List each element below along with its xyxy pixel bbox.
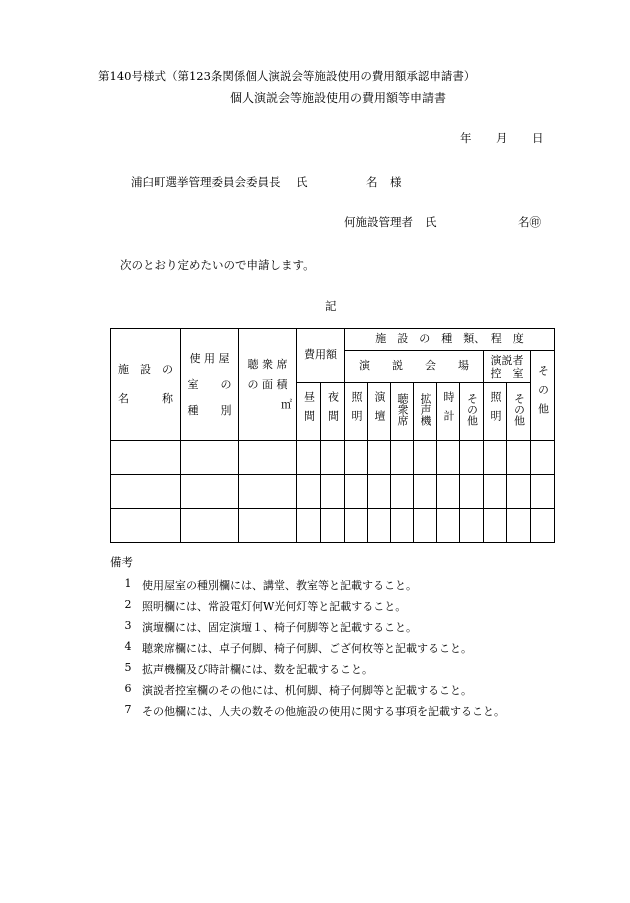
- header-facility-name-line2: 名 称: [118, 391, 173, 405]
- header-room-type-line3: 種 別: [187, 403, 232, 417]
- table-cell[interactable]: [437, 509, 460, 543]
- note-text: 演壇欄には、固定演壇１、椅子何脚等と記載すること。: [142, 621, 417, 634]
- applicant-shi: 氏: [425, 215, 437, 229]
- table-cell[interactable]: [321, 441, 345, 475]
- addressee-sama: 様: [390, 175, 402, 189]
- table-cell[interactable]: [531, 475, 555, 509]
- table-cell[interactable]: [391, 475, 414, 509]
- date-day-label: 日: [532, 131, 544, 145]
- header-fee-day-label: 昼間: [302, 390, 316, 429]
- note-text: 演説者控室欄のその他には、机何脚、椅子何脚等と記載すること。: [142, 684, 472, 697]
- table-cell[interactable]: [111, 441, 181, 475]
- table-cell[interactable]: [345, 509, 368, 543]
- table-cell[interactable]: [484, 509, 507, 543]
- note-number: 3: [124, 619, 132, 632]
- page-title: 個人演説会等施設使用の費用額等申請書: [230, 91, 447, 105]
- table-row: [111, 509, 555, 543]
- note-text: その他欄には、人夫の数その他施設の使用に関する事項を記載すること。: [142, 705, 505, 718]
- table-cell[interactable]: [181, 509, 239, 543]
- table-cell[interactable]: [507, 509, 531, 543]
- table-cell[interactable]: [345, 441, 368, 475]
- date-month-label: 月: [496, 131, 508, 145]
- note-number: 1: [124, 577, 132, 590]
- table-row: [111, 441, 555, 475]
- table-cell[interactable]: [460, 441, 484, 475]
- table-cell[interactable]: [345, 475, 368, 509]
- table-cell[interactable]: [239, 475, 297, 509]
- header-fee-night: [321, 383, 345, 441]
- header-loudspeaker: [414, 383, 437, 441]
- table-cell[interactable]: [531, 509, 555, 543]
- table-cell[interactable]: [391, 509, 414, 543]
- date-year-label: 年: [460, 131, 472, 145]
- header-fee: 費用額: [297, 329, 345, 383]
- header-audience-area-line2: の 面 積: [247, 377, 288, 391]
- header-audience-label: 聴衆席: [396, 393, 409, 427]
- header-audience: [391, 383, 414, 441]
- intro-text: 次のとおり定めたいので申請します。: [120, 258, 315, 272]
- header-podium-label: 演壇: [373, 390, 386, 429]
- table-cell[interactable]: [321, 509, 345, 543]
- note-text: 使用屋室の種別欄には、講堂、教室等と記載すること。: [142, 579, 417, 592]
- table-cell[interactable]: [111, 509, 181, 543]
- table-cell[interactable]: [414, 509, 437, 543]
- ki-label: 記: [325, 299, 337, 313]
- table-cell[interactable]: [460, 509, 484, 543]
- note-number: 6: [124, 682, 132, 695]
- note-text: 照明欄には、常設電灯何W光何灯等と記載すること。: [142, 600, 407, 613]
- table-cell[interactable]: [391, 441, 414, 475]
- table-cell[interactable]: [239, 509, 297, 543]
- header-sp-other: [507, 383, 531, 441]
- header-loudspeaker-label: 拡声機: [419, 393, 432, 427]
- notes-heading: 備考: [110, 555, 133, 569]
- table-cell[interactable]: [368, 475, 391, 509]
- header-fee-day: [297, 383, 321, 441]
- header-lighting-label: 照明: [350, 390, 363, 429]
- header-room-type: [181, 329, 239, 441]
- table-cell[interactable]: [297, 475, 321, 509]
- note-text: 拡声機欄及び時計欄には、数を記載すること。: [142, 663, 373, 676]
- header-room-type-line2: 室 の: [187, 377, 232, 391]
- header-audience-area-line1: 聴 衆 席: [247, 357, 288, 371]
- table-row: [111, 475, 555, 509]
- table-cell[interactable]: [460, 475, 484, 509]
- header-lighting: [345, 383, 368, 441]
- table-cell[interactable]: [368, 509, 391, 543]
- applicant-role: 何施設管理者: [344, 215, 413, 229]
- table-cell[interactable]: [531, 441, 555, 475]
- header-other-label: その他: [536, 365, 550, 423]
- note-number: 4: [124, 640, 132, 653]
- header-other: [531, 351, 555, 441]
- table-cell[interactable]: [181, 475, 239, 509]
- facility-fee-table: [110, 328, 555, 543]
- header-facility-kind: 施 設 の 種 類、 程 度: [345, 329, 555, 351]
- header-room-type-line1: 使 用 屋: [189, 351, 230, 365]
- note-number: 2: [124, 598, 132, 611]
- header-clock-label: 時計: [442, 390, 455, 429]
- header-podium: [368, 383, 391, 441]
- header-speaker-room-label: 演説者控 室: [490, 353, 524, 380]
- header-facility-name-line1: 施 設 の: [118, 362, 173, 376]
- addressee-shi: 氏: [296, 175, 308, 189]
- header-hall: 演 説 会 場: [345, 351, 484, 383]
- header-hall-other-label: その他: [465, 393, 479, 427]
- table-cell[interactable]: [321, 475, 345, 509]
- header-speaker-room: [484, 351, 531, 383]
- addressee-name: 名: [366, 175, 378, 189]
- table-cell[interactable]: [368, 441, 391, 475]
- table-cell[interactable]: [414, 475, 437, 509]
- table-cell[interactable]: [414, 441, 437, 475]
- header-hall-other: [460, 383, 484, 441]
- table-cell[interactable]: [181, 441, 239, 475]
- table-cell[interactable]: [111, 475, 181, 509]
- table-cell[interactable]: [437, 475, 460, 509]
- table-cell[interactable]: [507, 441, 531, 475]
- note-number: 5: [124, 661, 132, 674]
- header-sp-lighting: [484, 383, 507, 441]
- note-number: 7: [124, 703, 132, 716]
- header-fee-night-label: 夜間: [326, 390, 340, 429]
- table-cell[interactable]: [437, 441, 460, 475]
- header-audience-area: [239, 329, 297, 441]
- table-cell[interactable]: [297, 509, 321, 543]
- form-number: 第140号様式（第123条関係個人演説会等施設使用の費用額承認申請書）: [98, 69, 476, 83]
- table-cell[interactable]: [484, 441, 507, 475]
- addressee-title: 浦臼町選挙管理委員会委員長: [131, 175, 281, 189]
- header-audience-area-unit: ㎡: [281, 397, 292, 411]
- header-facility-name: [111, 329, 181, 441]
- header-sp-other-label: その他: [512, 393, 526, 427]
- table-cell[interactable]: [297, 441, 321, 475]
- header-sp-lighting-label: 照明: [489, 390, 502, 429]
- table-cell[interactable]: [507, 475, 531, 509]
- note-text: 聴衆席欄には、卓子何脚、椅子何脚、ござ何枚等と記載すること。: [142, 642, 472, 655]
- table-cell[interactable]: [239, 441, 297, 475]
- table-cell[interactable]: [484, 475, 507, 509]
- header-clock: [437, 383, 460, 441]
- applicant-name-seal: 名㊞: [518, 215, 541, 229]
